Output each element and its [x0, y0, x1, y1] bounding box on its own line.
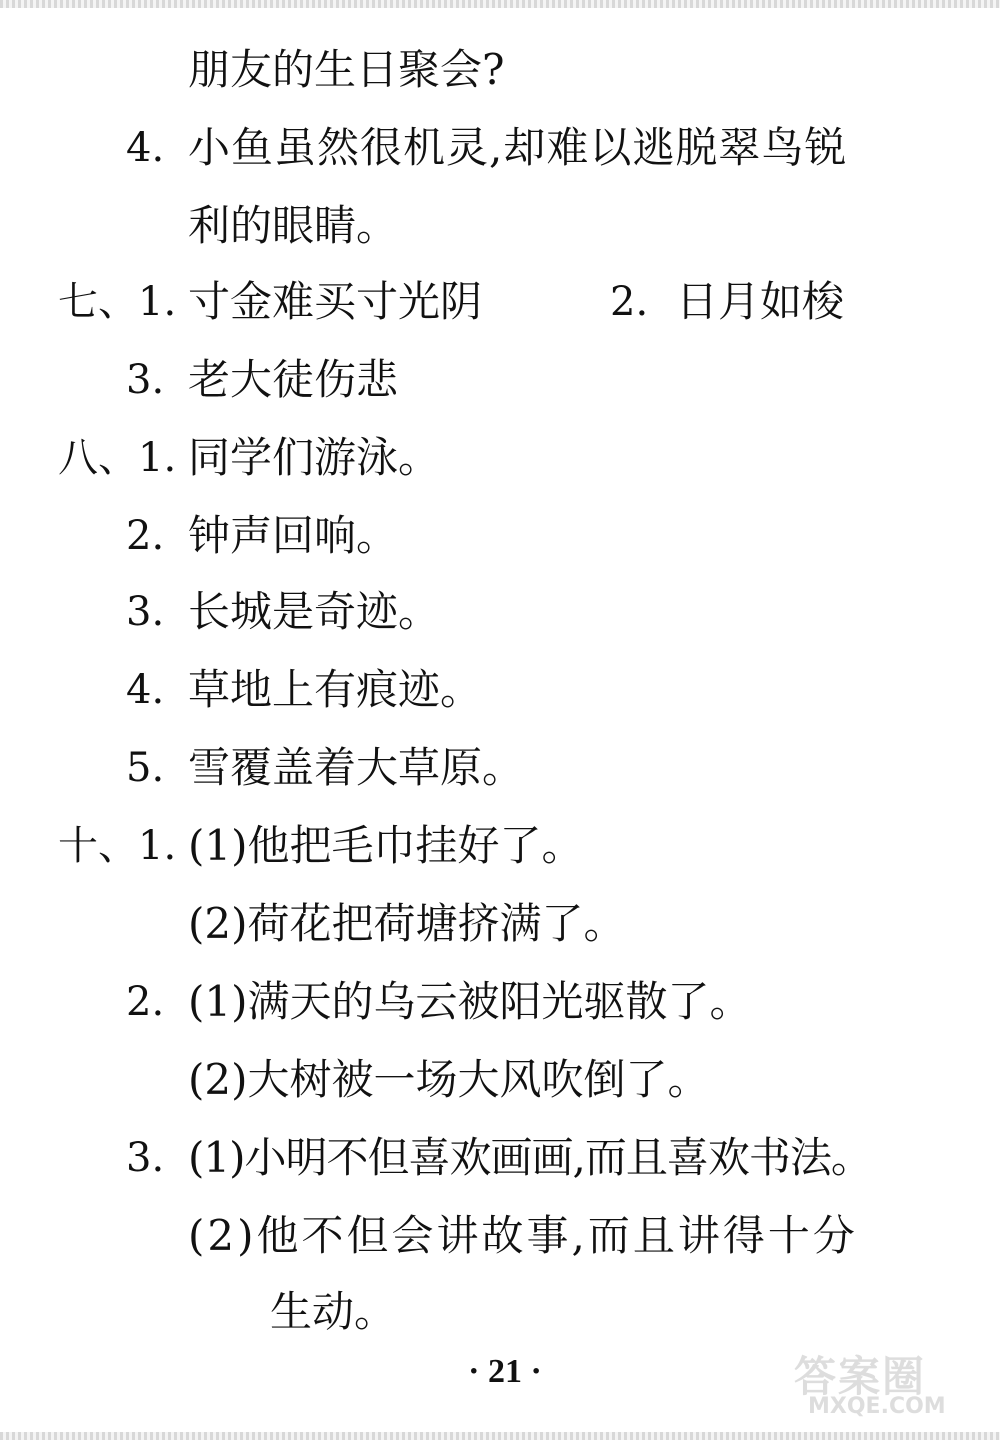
answer-text: 小鱼虽然很机灵,却难以逃脱翠鸟锐 — [188, 123, 848, 172]
watermark-url: MXQE.COM — [808, 1394, 946, 1419]
answer-text: (1)他把毛巾挂好了。 — [188, 821, 584, 870]
answer-text: 同学们游泳。 — [188, 433, 441, 482]
answer-text: 雪覆盖着大草原。 — [188, 743, 525, 792]
answer-text: 长城是奇迹。 — [188, 587, 441, 636]
item-number: 3. — [126, 357, 165, 403]
answer-text: 日月如梭 — [676, 277, 845, 326]
answer-text: (1)满天的乌云被阳光驱散了。 — [188, 977, 752, 1026]
answer-text: 老大徒伤悲 — [188, 355, 399, 404]
section-number: 十、1. — [58, 823, 177, 869]
page-number: · 21 · — [468, 1353, 542, 1390]
answer-text: 寸金难买寸光阴 — [188, 277, 483, 326]
section-number: 八、1. — [58, 435, 177, 481]
item-number: 4. — [126, 667, 165, 713]
section-number: 七、1. — [58, 279, 177, 325]
scan-edge-bottom — [0, 1432, 1000, 1440]
watermark-text: 答案圈 — [794, 1352, 927, 1401]
answer-text: 钟声回响。 — [188, 511, 399, 560]
item-number: 3. — [126, 589, 165, 635]
item-number: 3. — [126, 1135, 165, 1181]
scan-edge-top — [0, 0, 1000, 8]
answer-text: 草地上有痕迹。 — [188, 665, 483, 714]
item-number: 4. — [126, 125, 165, 171]
answer-text: (2)他不但会讲故事,而且讲得十分 — [188, 1211, 858, 1260]
answer-text: 朋友的生日聚会? — [188, 45, 505, 94]
answer-text: 利的眼睛。 — [188, 201, 399, 250]
answer-text: 生动。 — [270, 1287, 397, 1336]
item-number: 2. — [126, 979, 165, 1025]
item-number: 5. — [126, 745, 165, 791]
item-number: 2. — [126, 513, 165, 559]
answer-text: (2)荷花把荷塘挤满了。 — [188, 899, 626, 948]
item-number: 2. — [610, 279, 649, 325]
watermark-logo — [794, 1344, 984, 1424]
answer-text: (1)小明不但喜欢画画,而且喜欢书法。 — [188, 1133, 872, 1182]
answer-text: (2)大树被一场大风吹倒了。 — [188, 1055, 710, 1104]
